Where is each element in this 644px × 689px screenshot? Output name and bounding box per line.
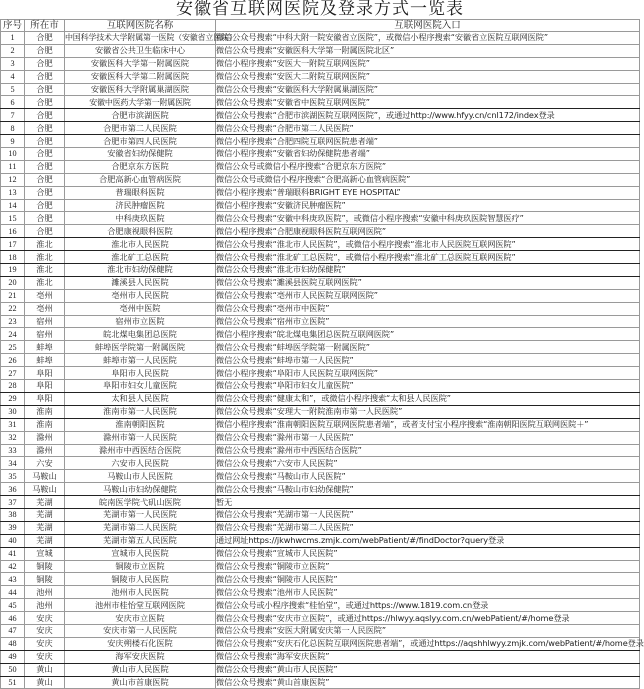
- row-entry-method: 微信公众号搜索“安医大二附院互联网医院”: [216, 70, 640, 83]
- row-entry-method: 微信公众号搜索“滁州市中西医结合医院”: [216, 444, 640, 457]
- row-city: 淮北: [25, 238, 65, 251]
- table-row: [1, 44, 640, 57]
- row-entry-method: 微信公众号搜索“淮北矿工总医院”，或微信小程序搜索“淮北矿工总医院互联网医院”: [216, 251, 640, 264]
- row-hospital-name: 阜阳市人民医院: [65, 367, 216, 380]
- row-city: 宿州: [25, 328, 65, 341]
- row-number: 48: [1, 637, 25, 650]
- table-row: [1, 70, 640, 83]
- row-entry-method: 微信公众号搜索“淮北市妇幼保健院”: [216, 264, 640, 277]
- row-number: 28: [1, 380, 25, 393]
- row-city: 蚌埠: [25, 354, 65, 367]
- row-entry-method: 微信公众号搜索“海军安庆医院”: [216, 650, 640, 663]
- row-hospital-name: 安庆市第一人民医院: [65, 624, 216, 637]
- row-number: 14: [1, 199, 25, 212]
- table-row: [1, 212, 640, 225]
- row-entry-method: 微信公众号搜索“黄山市人民医院”: [216, 663, 640, 676]
- table-row: [1, 135, 640, 148]
- row-hospital-name: 合肥高新心血管病医院: [65, 173, 216, 186]
- row-city: 合肥: [25, 160, 65, 173]
- row-city: 黄山: [25, 663, 65, 676]
- row-city: 宣城: [25, 547, 65, 560]
- row-hospital-name: 皖北煤电集团总医院: [65, 328, 216, 341]
- row-city: 合肥: [25, 225, 65, 238]
- row-city: 马鞍山: [25, 470, 65, 483]
- row-number: 21: [1, 289, 25, 302]
- row-city: 铜陵: [25, 560, 65, 573]
- row-number: 26: [1, 354, 25, 367]
- row-city: 合肥: [25, 70, 65, 83]
- row-city: 安庆: [25, 612, 65, 625]
- row-number: 23: [1, 315, 25, 328]
- row-city: 合肥: [25, 148, 65, 161]
- table-row: [1, 186, 640, 199]
- row-city: 淮北: [25, 251, 65, 264]
- row-city: 安庆: [25, 650, 65, 663]
- table-row: [1, 276, 640, 289]
- row-hospital-name: 池州市人民医院: [65, 586, 216, 599]
- row-hospital-name: 皖南医学院弋矶山医院: [65, 496, 216, 509]
- row-number: 5: [1, 83, 25, 96]
- row-entry-method: 微信公众号搜索“安医大附属安庆第一人民医院”: [216, 624, 640, 637]
- row-hospital-name: 济民肿瘤医院: [65, 199, 216, 212]
- row-number: 45: [1, 599, 25, 612]
- row-entry-method: 微信小程序搜索“安徽省妇幼保健院患者端”: [216, 148, 640, 161]
- row-entry-method: 微信公众号搜索“淮北市人民医院”，或微信小程序搜索“淮北市人民医院互联网医院”: [216, 238, 640, 251]
- row-number: 51: [1, 676, 25, 689]
- row-city: 阜阳: [25, 367, 65, 380]
- table-header-row: [1, 20, 640, 32]
- row-entry-method: 微信公众号搜索“安理大一附院淮南市第一人民医院”: [216, 405, 640, 418]
- row-hospital-name: 池州市桂怡堂互联网医院: [65, 599, 216, 612]
- row-hospital-name: 淮北市妇幼保健院: [65, 264, 216, 277]
- row-entry-method: 微信公众号搜索“宣城市人民医院”: [216, 547, 640, 560]
- row-hospital-name: 六安市人民医院: [65, 457, 216, 470]
- row-hospital-name: 芜湖市第五人民医院: [65, 534, 216, 547]
- row-number: 43: [1, 573, 25, 586]
- row-hospital-name: 芜湖市第一人民医院: [65, 508, 216, 521]
- row-entry-method: 微信公众号搜索“合肥市滨湖医院互联网医院”，或通过http://www.hfyy.cn/cnl172/index登录: [216, 109, 640, 122]
- table-row: [1, 431, 640, 444]
- row-entry-method: 微信公众号搜索“亳州市人民医院互联网医院”: [216, 289, 640, 302]
- row-entry-method: 微信公众号或小程序搜索“桂怡堂”，或通过https://www.1819.com.cn登录: [216, 599, 640, 612]
- row-city: 合肥: [25, 109, 65, 122]
- row-city: 阜阳: [25, 392, 65, 405]
- row-entry-method: 微信公众号搜索“铜陵市人民医院”: [216, 573, 640, 586]
- table-row: [1, 612, 640, 625]
- row-city: 六安: [25, 457, 65, 470]
- row-entry-method: 微信公众号搜索“铜陵市立医院”: [216, 560, 640, 573]
- row-city: 淮南: [25, 405, 65, 418]
- row-entry-method: 微信公众号搜索“宿州市立医院”: [216, 315, 640, 328]
- row-entry-method: 微信公众号搜索“芜湖市第二人民医院”: [216, 521, 640, 534]
- row-entry-method: 通过网址https://jkwhwcms.zmjk.com/webPatient/#/findDoctor?query登录: [216, 534, 640, 547]
- row-number: 49: [1, 650, 25, 663]
- row-hospital-name: 黄山市首康医院: [65, 676, 216, 689]
- row-hospital-name: 合肥市第二人民医院: [65, 122, 216, 135]
- row-city: 蚌埠: [25, 341, 65, 354]
- row-number: 11: [1, 160, 25, 173]
- row-hospital-name: 安徽中医药大学第一附属医院: [65, 96, 216, 109]
- row-number: 41: [1, 547, 25, 560]
- row-hospital-name: 合肥市第四人民医院: [65, 135, 216, 148]
- row-city: 合肥: [25, 135, 65, 148]
- table-row: [1, 547, 640, 560]
- table-row: [1, 264, 640, 277]
- row-entry-method: 微信公众号搜索“合肥市第二人民医院”: [216, 122, 640, 135]
- table-row: [1, 238, 640, 251]
- table-row: [1, 380, 640, 393]
- table-row: [1, 405, 640, 418]
- header-name: 互联网医院名称: [65, 20, 216, 32]
- row-entry-method: 微信小程序搜索“阜阳市人民医院互联网医院”: [216, 367, 640, 380]
- table-row: [1, 470, 640, 483]
- row-city: 阜阳: [25, 380, 65, 393]
- row-number: 16: [1, 225, 25, 238]
- row-number: 47: [1, 624, 25, 637]
- table-row: [1, 251, 640, 264]
- row-number: 17: [1, 238, 25, 251]
- row-hospital-name: 淮北市人民医院: [65, 238, 216, 251]
- row-hospital-name: 马鞍山市妇幼保健院: [65, 483, 216, 496]
- row-entry-method: 微信公众号搜索“马鞍山市人民医院”: [216, 470, 640, 483]
- row-hospital-name: 合肥康视眼科医院: [65, 225, 216, 238]
- table-row: [1, 508, 640, 521]
- table-row: [1, 96, 640, 109]
- row-city: 淮北: [25, 264, 65, 277]
- table-row: [1, 534, 640, 547]
- row-number: 42: [1, 560, 25, 573]
- row-number: 13: [1, 186, 25, 199]
- row-number: 37: [1, 496, 25, 509]
- table-row: [1, 148, 640, 161]
- row-entry-method: 微信公众号搜索“芜湖市第一人民医院”: [216, 508, 640, 521]
- row-hospital-name: 滁州市中西医结合医院: [65, 444, 216, 457]
- table-row: [1, 599, 640, 612]
- row-hospital-name: 合肥京东方医院: [65, 160, 216, 173]
- table-row: [1, 457, 640, 470]
- row-city: 亳州: [25, 302, 65, 315]
- row-entry-method: 微信公众号搜索“安徽省中医院互联网医院”: [216, 96, 640, 109]
- row-number: 2: [1, 44, 25, 57]
- page-title: 安徽省互联网医院及登录方式一览表: [176, 0, 464, 19]
- row-hospital-name: 中国科学技术大学附属第一医院（安徽省立医院）: [65, 33, 237, 43]
- row-number: 44: [1, 586, 25, 599]
- row-entry-method: 微信公众号搜索“亳州市中医院”: [216, 302, 640, 315]
- row-entry-method: 微信小程序搜索“合肥四院互联网医院患者端”: [216, 135, 640, 148]
- table-row: [1, 521, 640, 534]
- row-city: 合肥: [25, 122, 65, 135]
- row-number: 36: [1, 483, 25, 496]
- row-city: 滁州: [25, 444, 65, 457]
- table-row: [1, 302, 640, 315]
- row-hospital-name: 淮南朝阳医院: [65, 418, 216, 431]
- row-entry-method: 微信公众号搜索“安徽中科庚玖医院”，或微信小程序搜索“安徽中科庚玖医院智慧医疗”: [216, 212, 640, 225]
- row-entry-method: 微信公众号搜索“马鞍山市妇幼保健院”: [216, 483, 640, 496]
- row-number: 20: [1, 276, 25, 289]
- table-row: [1, 586, 640, 599]
- row-entry-method: 微信公众号搜索“池州市人民医院”: [216, 586, 640, 599]
- table-row: [1, 109, 640, 122]
- row-hospital-name: 芜湖市第二人民医院: [65, 521, 216, 534]
- row-hospital-name: 安徽医科大学第一附属医院: [65, 57, 216, 70]
- row-entry-method: 微信公众号搜索“阜阳市妇女儿童医院”: [216, 380, 640, 393]
- row-number: 30: [1, 405, 25, 418]
- table-row: [1, 650, 640, 663]
- row-number: 40: [1, 534, 25, 547]
- row-hospital-name: 阜阳市妇女儿童医院: [65, 380, 216, 393]
- row-number: 7: [1, 109, 25, 122]
- row-entry-method: 暂无: [216, 496, 640, 509]
- row-hospital-name: 海军安庆医院: [65, 650, 216, 663]
- row-city: 合肥: [25, 83, 65, 96]
- row-city: 芜湖: [25, 521, 65, 534]
- row-number: 1: [1, 32, 25, 45]
- row-hospital-name: 安庆朔楼石化医院: [65, 637, 216, 650]
- row-number: 33: [1, 444, 25, 457]
- row-city: 宿州: [25, 315, 65, 328]
- row-city: 芜湖: [25, 534, 65, 547]
- row-entry-method: 微信小程序搜索“安徽济民肿瘤医院”: [216, 199, 640, 212]
- row-number: 24: [1, 328, 25, 341]
- row-entry-method: 微信公众号搜索“六安市人民医院”: [216, 457, 640, 470]
- row-city: 合肥: [25, 32, 65, 45]
- header-city: 所在市: [25, 20, 65, 32]
- table-body: [1, 32, 644, 689]
- row-number: 27: [1, 367, 25, 380]
- row-number: 3: [1, 57, 25, 70]
- row-number: 6: [1, 96, 25, 109]
- row-hospital-name: 蚌埠市第一人民医院: [65, 354, 216, 367]
- row-city: 合肥: [25, 186, 65, 199]
- row-city: 黄山: [25, 676, 65, 689]
- row-entry-method: 微信小程序搜索“普瑞眼科BRIGHT EYE HOSPITAL”: [216, 186, 640, 199]
- row-number: 8: [1, 122, 25, 135]
- table-row: [1, 32, 640, 45]
- table-row: [1, 328, 640, 341]
- header-entry: 互联网医院入口: [216, 20, 640, 32]
- row-entry-method: 微信公众号搜索“滁州市第一人民医院”: [216, 431, 640, 444]
- row-number: 39: [1, 521, 25, 534]
- row-entry-method: 微信小程序搜索“淮南朝阳医院互联网医院患者端”，或者支付宝小程序搜索“淮南朝阳医院互联网医院＋”: [216, 418, 640, 431]
- table-row: [1, 367, 640, 380]
- row-entry-method: 微信公众号搜索“黄山首康医院”: [216, 676, 640, 689]
- row-hospital-name: 合肥市滨湖医院: [65, 109, 216, 122]
- row-number: 22: [1, 302, 25, 315]
- table-row: [1, 573, 640, 586]
- row-hospital-name: 铜陵市人民医院: [65, 573, 216, 586]
- row-hospital-name: 中科庚玖医院: [65, 212, 216, 225]
- table-row: [1, 173, 640, 186]
- row-entry-method: 微信公众号搜索“安徽医科大学第一附属医院北区”: [216, 44, 640, 57]
- row-number: 31: [1, 418, 25, 431]
- row-city: 亳州: [25, 289, 65, 302]
- row-number: 4: [1, 70, 25, 83]
- row-city: 淮北: [25, 276, 65, 289]
- row-number: 46: [1, 612, 25, 625]
- table-row: [1, 496, 640, 509]
- row-hospital-name: 宣城市人民医院: [65, 547, 216, 560]
- row-hospital-name: 亳州中医院: [65, 302, 216, 315]
- row-city: 合肥: [25, 212, 65, 225]
- row-city: 铜陵: [25, 573, 65, 586]
- row-number: 35: [1, 470, 25, 483]
- table-row: [1, 663, 640, 676]
- row-entry-method: 微信小程序搜索“皖北煤电集团总医院互联网医院”: [216, 328, 640, 341]
- row-hospital-name: 蚌埠医学院第一附属医院: [65, 341, 216, 354]
- row-city: 安庆: [25, 624, 65, 637]
- row-city: 合肥: [25, 199, 65, 212]
- row-city: 淮南: [25, 418, 65, 431]
- row-hospital-name: 淮南市第一人民医院: [65, 405, 216, 418]
- row-entry-method: 微信公众号搜索“蚌埠医学院第一附属医院”: [216, 341, 640, 354]
- hospital-table: [0, 19, 644, 689]
- row-number: 19: [1, 264, 25, 277]
- row-city: 合肥: [25, 57, 65, 70]
- row-city: 马鞍山: [25, 483, 65, 496]
- row-number: 32: [1, 431, 25, 444]
- table-row: [1, 225, 640, 238]
- row-hospital-name: 安徽省公共卫生临床中心: [65, 44, 216, 57]
- row-city: 池州: [25, 586, 65, 599]
- row-city: 池州: [25, 599, 65, 612]
- table-row: [1, 483, 640, 496]
- row-city: 合肥: [25, 44, 65, 57]
- table-row: [1, 444, 640, 457]
- row-city: 合肥: [25, 173, 65, 186]
- row-entry-method: 微信公众号搜索“安徽医科大学附属巢湖医院”: [216, 83, 640, 96]
- row-number: 50: [1, 663, 25, 676]
- row-hospital-name: 马鞍山市人民医院: [65, 470, 216, 483]
- table-row: [1, 160, 640, 173]
- table-row: [1, 315, 640, 328]
- table-row: [1, 83, 640, 96]
- row-hospital-name: 安徽医科大学第二附属医院: [65, 70, 216, 83]
- table-row: [1, 289, 640, 302]
- table-row: [1, 637, 640, 650]
- table-row: [1, 341, 640, 354]
- row-number: 9: [1, 135, 25, 148]
- row-entry-method: 微信小程序搜索“合肥康视眼科医院互联网医院”: [216, 225, 640, 238]
- row-entry-method: 微信小程序搜索“安医大一附院互联网医院”: [216, 57, 640, 70]
- row-number: 18: [1, 251, 25, 264]
- table-row: [1, 57, 640, 70]
- row-hospital-name: 黄山市人民医院: [65, 663, 216, 676]
- table-row: [1, 354, 640, 367]
- table-row: [1, 676, 640, 689]
- row-number: 29: [1, 392, 25, 405]
- row-hospital-name: 安徽省妇幼保健院: [65, 148, 216, 161]
- table-row: [1, 560, 640, 573]
- row-entry-method: 微信公众号搜索“中科大附一院安徽省立医院”，或微信小程序搜索“安徽省立医院互联网医院”: [216, 32, 640, 45]
- row-number: 38: [1, 508, 25, 521]
- row-number: 10: [1, 148, 25, 161]
- row-number: 12: [1, 173, 25, 186]
- row-hospital-name: 普瑞眼科医院: [65, 186, 216, 199]
- row-hospital-name: 太和县人民医院: [65, 392, 216, 405]
- row-city: 芜湖: [25, 508, 65, 521]
- row-number: 15: [1, 212, 25, 225]
- table-row: [1, 199, 640, 212]
- row-city: 滁州: [25, 431, 65, 444]
- table-row: [1, 624, 640, 637]
- row-entry-method: 微信公众号搜索“健康太和”，或微信小程序搜索“太和县人民医院”: [216, 392, 640, 405]
- table-row: [1, 392, 640, 405]
- row-city: 安庆: [25, 637, 65, 650]
- row-entry-method: 微信公众号搜索“濉溪县医院互联网医院”: [216, 276, 640, 289]
- row-entry-method: 微信公众号或微信小程序搜索“合肥高新心血管病医院”: [216, 173, 640, 186]
- row-city: 合肥: [25, 96, 65, 109]
- row-city: 芜湖: [25, 496, 65, 509]
- row-number: 25: [1, 341, 25, 354]
- row-entry-method: 微信公众号或微信小程序搜索“合肥京东方医院”: [216, 160, 640, 173]
- table-row: [1, 418, 640, 431]
- row-hospital-name: 安庆市立医院: [65, 612, 216, 625]
- row-hospital-name: 铜陵市立医院: [65, 560, 216, 573]
- row-hospital-name: 安徽医科大学附属巢湖医院: [65, 83, 216, 96]
- row-entry-method: 微信公众号搜索“安庆石化总医院互联网医院患者端”，或通过https://aqshhlwyy.zmjk.com/webPatient/#/home登录: [216, 638, 644, 649]
- row-entry-method: 微信公众号搜索“蚌埠市第一人民医院”: [216, 354, 640, 367]
- row-entry-method: 微信公众号搜索“安庆市立医院”，或通过https://hlwyy.aqslyy.com.cn/webPatient/#/home登录: [216, 612, 640, 625]
- row-hospital-name: 滁州市第一人民医院: [65, 431, 216, 444]
- header-no: 序号: [1, 20, 25, 32]
- row-hospital-name: 淮北矿工总医院: [65, 251, 216, 264]
- row-hospital-name: 亳州市人民医院: [65, 289, 216, 302]
- row-hospital-name: 濉溪县人民医院: [65, 276, 216, 289]
- row-number: 34: [1, 457, 25, 470]
- row-hospital-name: 宿州市立医院: [65, 315, 216, 328]
- table-row: [1, 122, 640, 135]
